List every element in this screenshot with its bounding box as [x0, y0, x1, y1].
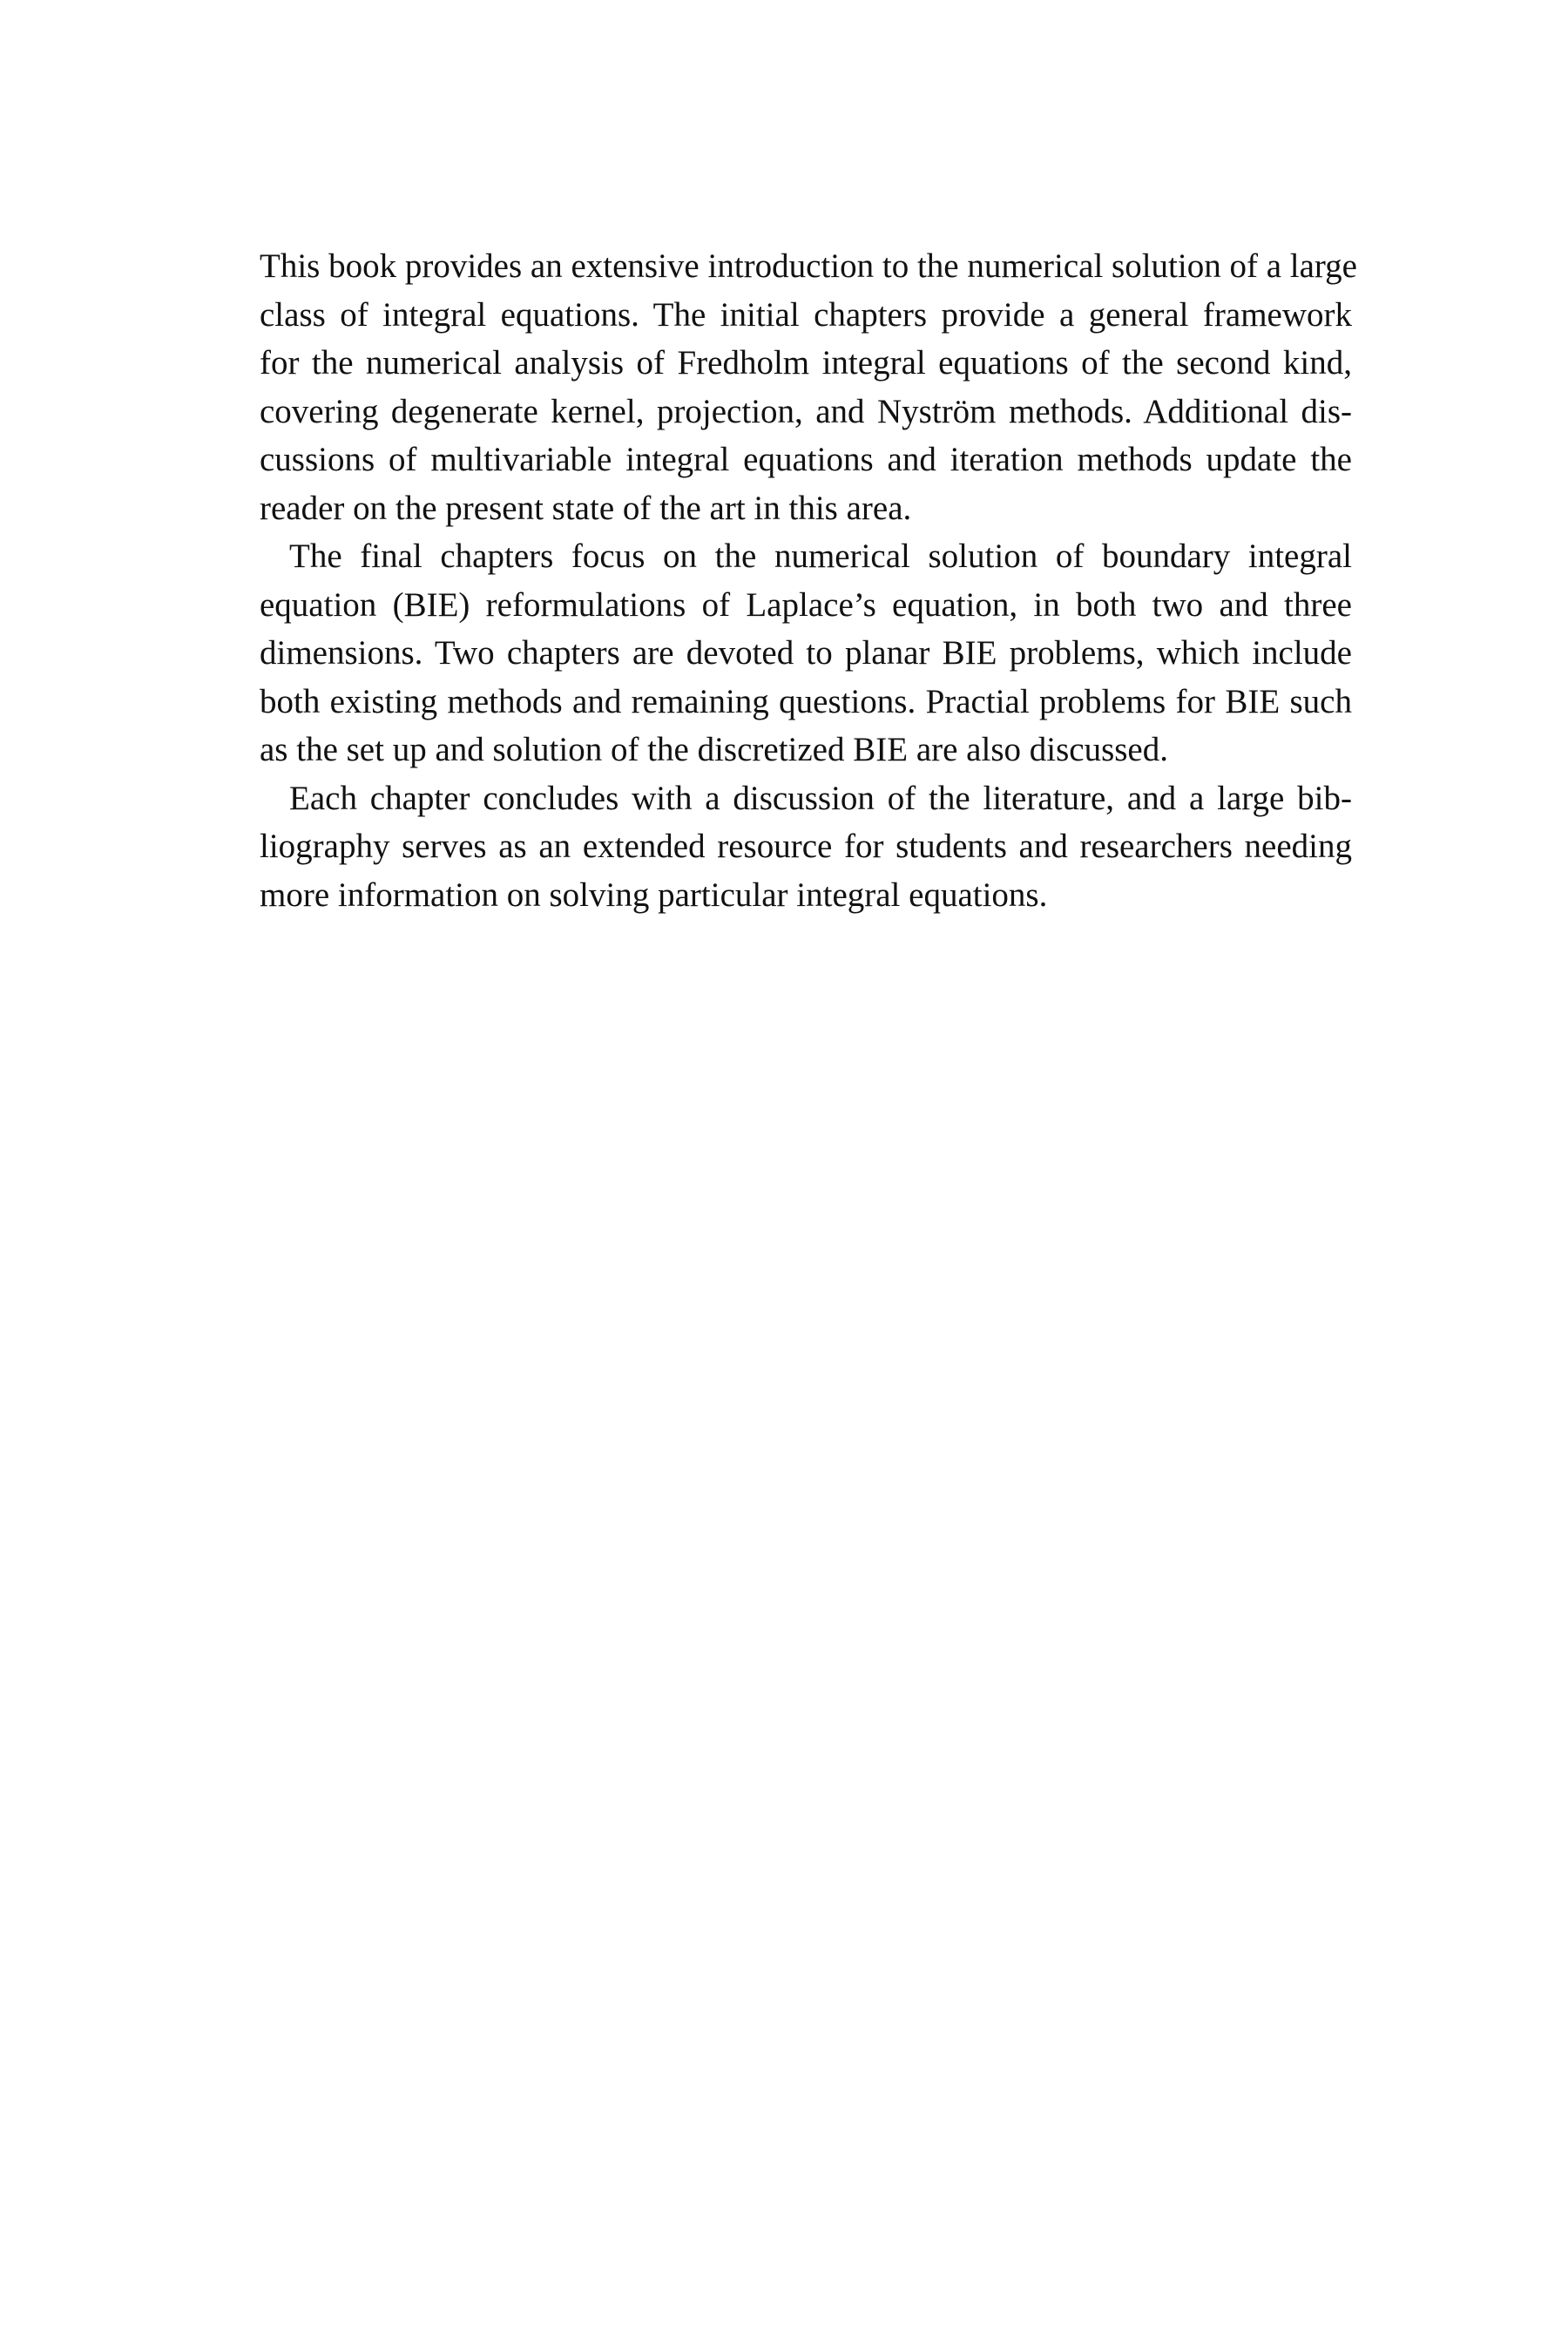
- text-line: for the numerical analysis of Fredholm integral equations of the second kind,: [260, 344, 1352, 382]
- text-line: class of integral equations. The initial chapters provide a general framework: [260, 295, 1352, 334]
- text-line: both existing methods and remaining questions. Practial problems for BIE such: [260, 682, 1352, 720]
- text-line: This book provides an extensive introduction to the numerical solution of a large: [260, 247, 1357, 285]
- paragraph-final-chapters: [260, 532, 1352, 774]
- text-line: covering degenerate kernel, projection, and Nyström methods. Additional dis-: [260, 392, 1352, 430]
- book-description: [260, 242, 1357, 919]
- text-line: dimensions. Two chapters are devoted to planar BIE problems, which include: [260, 634, 1352, 672]
- text-line: equation (BIE) reformulations of Laplace’s equation, in both two and three: [260, 585, 1352, 624]
- text-line: liography serves as an extended resource for students and researchers needing: [260, 828, 1352, 865]
- text-line: cussions of multivariable integral equations and iteration methods update the: [260, 441, 1352, 478]
- paragraph-intro: [260, 242, 1357, 532]
- paragraph-bibliography: [260, 774, 1352, 920]
- text-line: Each chapter concludes with a discussion of the literature, and a large bib-: [289, 779, 1352, 817]
- text-line: as the set up and solution of the discretized BIE are also discussed.: [260, 731, 1168, 768]
- text-line: reader on the present state of the art in this area.: [260, 489, 912, 527]
- text-line: more information on solving particular integral equations.: [260, 875, 1048, 914]
- text-line: The final chapters focus on the numerical solution of boundary integral: [289, 537, 1352, 575]
